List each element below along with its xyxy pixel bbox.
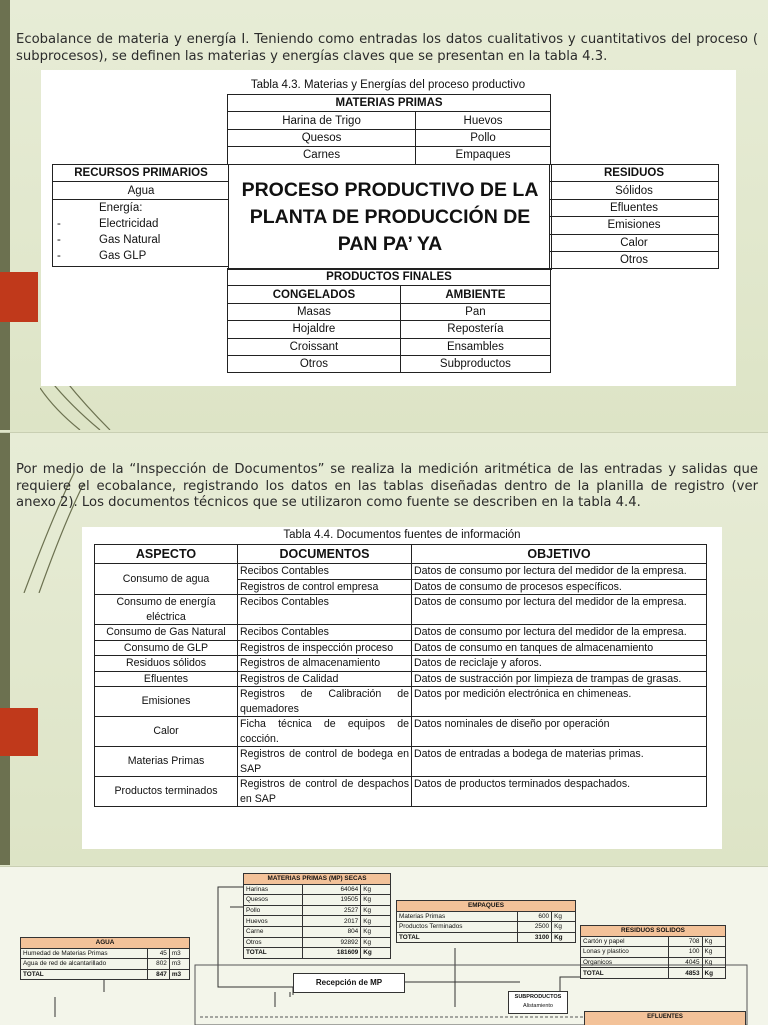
aspecto-cell: Materias Primas bbox=[95, 747, 238, 777]
objetivo-cell: Datos por medición electrónica en chimeneas. bbox=[412, 687, 707, 717]
total-row bbox=[581, 968, 726, 979]
producto-cell: Pan bbox=[400, 303, 550, 320]
emp-unit: Kg bbox=[552, 922, 576, 933]
red-tab-decoration bbox=[0, 272, 38, 322]
process-title-line: PAN PA’ YA bbox=[337, 232, 443, 255]
table-row bbox=[397, 922, 576, 933]
mp-unit: Kg bbox=[361, 937, 391, 948]
documento-cell: Recibos Contables bbox=[238, 625, 412, 641]
objetivo-cell: Datos de consumo por lectura del medidor de la empresa. bbox=[412, 625, 707, 641]
agua-value: 802 bbox=[147, 959, 169, 970]
intro-paragraph: Ecobalance de materia y energía I. Teniendo como entradas los datos cualitativos y cuantitativos del proceso ( subprocesos), se definen las materias y energías claves que se presentan en la tabla 4.3. bbox=[16, 32, 758, 64]
mp-label: Harinas bbox=[244, 884, 303, 895]
energia-item: - Electricidad bbox=[57, 217, 159, 230]
emp-label: Materias Primas bbox=[397, 911, 518, 922]
mp-value: 92892 bbox=[303, 937, 361, 948]
mp-label: Quesos bbox=[244, 895, 303, 906]
documentos-table bbox=[94, 544, 707, 807]
producto-cell: Ensambles bbox=[400, 338, 550, 355]
objetivo-cell: Datos de productos terminados despachados. bbox=[412, 777, 707, 807]
documento-cell: Registros de control empresa bbox=[238, 579, 412, 595]
residuos-title: RESIDUOS SOLIDOS bbox=[581, 926, 726, 937]
documento-cell: Registros de inspección proceso bbox=[238, 640, 412, 656]
materia-cell: Huevos bbox=[416, 112, 551, 129]
res-value: 708 bbox=[669, 936, 702, 947]
materias-primas-table bbox=[227, 94, 551, 165]
subproductos-label: SUBPRODUCTOS bbox=[514, 994, 562, 1000]
recepcion-mp-box: Recepción de MP bbox=[293, 973, 405, 993]
mp-unit: Kg bbox=[361, 926, 391, 937]
process-title-line: PLANTA DE PRODUCCIÓN DE bbox=[249, 205, 531, 228]
res-unit: Kg bbox=[702, 936, 726, 947]
emp-label: Productos Terminados bbox=[397, 922, 518, 933]
res-label: Cartón y papel bbox=[581, 936, 669, 947]
table-row bbox=[95, 564, 707, 580]
agua-cell: Agua bbox=[53, 182, 230, 199]
table-row bbox=[95, 625, 707, 641]
mp-value: 2527 bbox=[303, 905, 361, 916]
agua-table bbox=[20, 937, 190, 980]
table-row bbox=[581, 957, 726, 968]
documento-cell: Registros de Calibración de quemadores bbox=[238, 687, 412, 717]
recursos-primarios-table bbox=[52, 164, 230, 267]
residuo-cell: Sólidos bbox=[550, 182, 719, 199]
residuos-solidos-table bbox=[580, 925, 726, 979]
objetivo-cell: Datos de reciclaje y aforos. bbox=[412, 656, 707, 672]
mp-secas-table bbox=[243, 873, 391, 959]
aspecto-cell: Efluentes bbox=[95, 671, 238, 687]
subproductos-box bbox=[508, 991, 568, 1014]
efluentes-box: EFLUENTES bbox=[584, 1011, 746, 1025]
producto-cell: Subproductos bbox=[400, 355, 550, 372]
agua-value: 45 bbox=[147, 948, 169, 959]
mp-title: MATERIAS PRIMAS (MP) SECAS bbox=[244, 874, 391, 885]
res-label: TOTAL bbox=[581, 968, 669, 979]
agua-unit: m3 bbox=[169, 969, 189, 980]
table-row bbox=[95, 777, 707, 807]
producto-cell: Croissant bbox=[228, 338, 401, 355]
table-row bbox=[581, 947, 726, 958]
red-tab-decoration bbox=[0, 708, 38, 756]
materia-cell: Carnes bbox=[228, 147, 416, 164]
mp-value: 64064 bbox=[303, 884, 361, 895]
documento-cell: Registros de control de despachos en SAP bbox=[238, 777, 412, 807]
documento-cell: Ficha técnica de equipos de cocción. bbox=[238, 717, 412, 747]
agua-label: Agua de red de alcantarillado bbox=[21, 959, 148, 970]
table-caption: Tabla 4.4. Documentos fuentes de información bbox=[283, 529, 521, 541]
table-row bbox=[95, 656, 707, 672]
residuos-table bbox=[549, 164, 719, 269]
objetivo-cell: Datos de consumo por lectura del medidor de la empresa. bbox=[412, 595, 707, 625]
recursos-header: RECURSOS PRIMARIOS bbox=[53, 165, 230, 182]
mp-unit: Kg bbox=[361, 895, 391, 906]
mp-label: Pollo bbox=[244, 905, 303, 916]
table-row bbox=[244, 884, 391, 895]
agua-title: AGUA bbox=[21, 938, 190, 949]
mp-unit: Kg bbox=[361, 884, 391, 895]
objetivo-cell: Datos de consumo por lectura del medidor de la empresa. bbox=[412, 564, 707, 580]
table-row bbox=[95, 687, 707, 717]
emp-unit: Kg bbox=[552, 932, 576, 943]
table-row bbox=[95, 747, 707, 777]
table-row bbox=[21, 959, 190, 970]
mp-label: Otros bbox=[244, 937, 303, 948]
agua-value: 847 bbox=[147, 969, 169, 980]
mp-label: TOTAL bbox=[244, 948, 303, 959]
producto-cell: Hojaldre bbox=[228, 321, 401, 338]
slide-flow-diagram bbox=[0, 866, 768, 1025]
producto-cell: Otros bbox=[228, 355, 401, 372]
table-row bbox=[95, 717, 707, 747]
total-row bbox=[21, 969, 190, 980]
header-aspecto: ASPECTO bbox=[95, 545, 238, 564]
documento-cell: Recibos Contables bbox=[238, 564, 412, 580]
agua-label: Humedad de Materias Primas bbox=[21, 948, 148, 959]
table-row bbox=[95, 671, 707, 687]
aspecto-cell: Consumo de energía eléctrica bbox=[95, 595, 238, 625]
objetivo-cell: Datos nominales de diseño por operación bbox=[412, 717, 707, 747]
mp-label: Carne bbox=[244, 926, 303, 937]
aspecto-cell: Residuos sólidos bbox=[95, 656, 238, 672]
documento-cell: Registros de Calidad bbox=[238, 671, 412, 687]
process-center-box bbox=[228, 164, 552, 270]
table-row bbox=[244, 905, 391, 916]
agua-unit: m3 bbox=[169, 959, 189, 970]
materia-cell: Harina de Trigo bbox=[228, 112, 416, 129]
left-stripe bbox=[0, 0, 10, 430]
slide-documentos-fuente bbox=[0, 432, 768, 865]
mp-value: 19505 bbox=[303, 895, 361, 906]
table-row bbox=[244, 926, 391, 937]
productos-header: PRODUCTOS FINALES bbox=[228, 269, 551, 286]
empaques-title: EMPAQUES bbox=[397, 901, 576, 912]
objetivo-cell: Datos de consumo en tanques de almacenamiento bbox=[412, 640, 707, 656]
emp-value: 2500 bbox=[518, 922, 552, 933]
header-documentos: DOCUMENTOS bbox=[238, 545, 412, 564]
subproductos-sublabel: Alistamiento bbox=[523, 1003, 553, 1009]
emp-value: 3100 bbox=[518, 932, 552, 943]
residuo-cell: Efluentes bbox=[550, 199, 719, 216]
res-unit: Kg bbox=[702, 957, 726, 968]
productos-finales-table bbox=[227, 268, 551, 373]
energia-item: - Gas Natural bbox=[57, 233, 161, 246]
res-unit: Kg bbox=[702, 947, 726, 958]
energia-item: - Gas GLP bbox=[57, 249, 147, 262]
emp-value: 600 bbox=[518, 911, 552, 922]
res-value: 100 bbox=[669, 947, 702, 958]
table-row bbox=[95, 595, 707, 625]
mp-unit: Kg bbox=[361, 916, 391, 927]
res-unit: Kg bbox=[702, 968, 726, 979]
table-row bbox=[244, 916, 391, 927]
res-value: 4045 bbox=[669, 957, 702, 968]
aspecto-cell: Consumo de GLP bbox=[95, 640, 238, 656]
table-row bbox=[21, 948, 190, 959]
leaf-decoration bbox=[40, 380, 130, 430]
aspecto-cell: Calor bbox=[95, 717, 238, 747]
slide-materias-energias bbox=[0, 0, 768, 430]
res-label: Organicos bbox=[581, 957, 669, 968]
residuo-cell: Emisiones bbox=[550, 217, 719, 234]
table-4-3-panel bbox=[41, 70, 736, 386]
table-row bbox=[244, 895, 391, 906]
agua-label: TOTAL bbox=[21, 969, 148, 980]
aspecto-cell: Productos terminados bbox=[95, 777, 238, 807]
aspecto-cell: Emisiones bbox=[95, 687, 238, 717]
energia-cell bbox=[53, 199, 230, 266]
total-row bbox=[397, 932, 576, 943]
intro-paragraph: Por medio de la “Inspección de Documentos” se realiza la medición aritmética de las entradas y salidas que requiere el ecobalance, registrando los datos en las tablas diseñadas dentro de la planilla de registro (ver anexo 2). Los documentos técnicos que se utilizaron como fuente se describen en la tabla 4.4. bbox=[16, 462, 758, 511]
agua-unit: m3 bbox=[169, 948, 189, 959]
objetivo-cell: Datos de sustracción por limpieza de trampas de grasas. bbox=[412, 671, 707, 687]
process-title-line: PROCESO PRODUCTIVO DE LA bbox=[241, 178, 539, 201]
producto-cell: Repostería bbox=[400, 321, 550, 338]
materia-cell: Quesos bbox=[228, 129, 416, 146]
table-caption: Tabla 4.3. Materias y Energías del proceso productivo bbox=[250, 79, 526, 91]
aspecto-cell: Consumo de agua bbox=[95, 564, 238, 595]
materia-cell: Empaques bbox=[416, 147, 551, 164]
materias-header: MATERIAS PRIMAS bbox=[228, 95, 551, 112]
table-row bbox=[95, 640, 707, 656]
table-row bbox=[397, 911, 576, 922]
table-row bbox=[244, 937, 391, 948]
documento-cell: Recibos Contables bbox=[238, 595, 412, 625]
objetivo-cell: Datos de consumo de procesos específicos. bbox=[412, 579, 707, 595]
res-label: Lonas y plastico bbox=[581, 947, 669, 958]
residuo-cell: Otros bbox=[550, 251, 719, 268]
mp-unit: Kg bbox=[361, 905, 391, 916]
emp-label: TOTAL bbox=[397, 932, 518, 943]
left-stripe bbox=[0, 433, 10, 865]
objetivo-cell: Datos de entradas a bodega de materias primas. bbox=[412, 747, 707, 777]
header-objetivo: OBJETIVO bbox=[412, 545, 707, 564]
total-row bbox=[244, 948, 391, 959]
materia-cell: Pollo bbox=[416, 129, 551, 146]
mp-unit: Kg bbox=[361, 948, 391, 959]
ambiente-header: AMBIENTE bbox=[400, 286, 550, 303]
mp-value: 181609 bbox=[303, 948, 361, 959]
residuos-header: RESIDUOS bbox=[550, 165, 719, 182]
documento-cell: Registros de control de bodega en SAP bbox=[238, 747, 412, 777]
producto-cell: Masas bbox=[228, 303, 401, 320]
mp-value: 2017 bbox=[303, 916, 361, 927]
table-4-4-panel bbox=[82, 527, 722, 849]
aspecto-cell: Consumo de Gas Natural bbox=[95, 625, 238, 641]
emp-unit: Kg bbox=[552, 911, 576, 922]
residuo-cell: Calor bbox=[550, 234, 719, 251]
mp-value: 804 bbox=[303, 926, 361, 937]
energia-label: Energía: bbox=[99, 201, 143, 214]
documento-cell: Registros de almacenamiento bbox=[238, 656, 412, 672]
table-row bbox=[581, 936, 726, 947]
empaques-table bbox=[396, 900, 576, 943]
res-value: 4853 bbox=[669, 968, 702, 979]
congelados-header: CONGELADOS bbox=[228, 286, 401, 303]
mp-label: Huevos bbox=[244, 916, 303, 927]
